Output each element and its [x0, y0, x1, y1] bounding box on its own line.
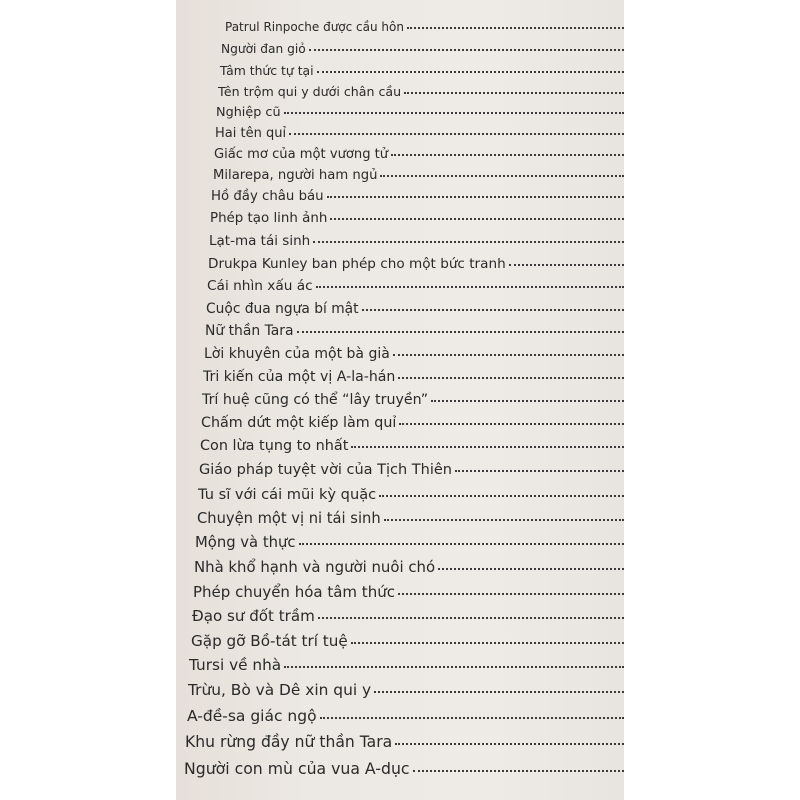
toc-entry-title: Nghiệp cũ: [216, 105, 281, 120]
dot-leader: [351, 446, 624, 448]
dot-leader: [318, 617, 624, 619]
toc-entry-title: Gặp gỡ Bồ-tát trí tuệ: [191, 632, 348, 650]
toc-entry: [204, 346, 624, 362]
toc-entry: [209, 233, 624, 249]
dot-leader: [327, 196, 624, 198]
dot-leader: [284, 112, 624, 114]
toc-entry: [199, 462, 624, 478]
toc-entry: [188, 681, 624, 699]
toc-entry: [208, 256, 624, 272]
toc-entry: [205, 323, 624, 339]
dot-leader: [309, 49, 624, 51]
toc-entry-title: Tâm thức tự tại: [220, 63, 314, 78]
toc-entry: [220, 63, 624, 78]
dot-leader: [297, 331, 624, 333]
toc-entry: [207, 278, 624, 294]
toc-entry: [185, 733, 624, 751]
dot-leader: [404, 92, 624, 94]
toc-entry: [187, 707, 624, 725]
toc-entry: [218, 84, 624, 99]
dot-leader: [391, 154, 624, 156]
toc-entry-title: Lạt-ma tái sinh: [209, 233, 311, 249]
toc-entry-title: Milarepa, người ham ngủ: [213, 168, 378, 183]
table-of-contents: [176, 0, 624, 800]
dot-leader: [407, 27, 624, 29]
toc-entry: [184, 759, 624, 778]
toc-entry-title: Giấc mơ của một vương tử: [214, 147, 389, 162]
dot-leader: [393, 354, 624, 356]
toc-entry-title: Chấm dứt một kiếp làm quỉ: [201, 415, 397, 431]
toc-entry: [225, 20, 624, 34]
dot-leader: [289, 133, 624, 135]
toc-entry: [194, 558, 624, 576]
toc-entry: [203, 369, 624, 385]
toc-entry-title: Cuộc đua ngựa bí mật: [206, 301, 359, 317]
toc-entry-title: Drukpa Kunley ban phép cho một bức tranh: [208, 256, 506, 272]
toc-entry-title: Tu sĩ với cái mũi kỳ quặc: [198, 486, 377, 503]
toc-entry: [198, 486, 624, 503]
dot-leader: [455, 470, 624, 472]
toc-entry-title: Nhà khổ hạnh và người nuôi chó: [194, 558, 436, 576]
toc-entry-title: Khu rừng đầy nữ thần Tara: [185, 733, 393, 751]
toc-entry-title: Hồ đầy châu báu: [211, 189, 324, 204]
toc-entry: [211, 189, 624, 204]
dot-leader: [299, 543, 624, 545]
toc-entry-title: Người đan giỏ: [221, 42, 306, 56]
toc-entry: [210, 211, 624, 226]
dot-leader: [284, 666, 624, 668]
toc-entry-title: Đạo sư đốt trầm: [192, 607, 315, 625]
toc-entry: [221, 42, 624, 56]
dot-leader: [438, 568, 624, 570]
toc-entry: [216, 105, 624, 120]
toc-entry-title: Lời khuyên của một bà già: [204, 346, 390, 362]
toc-entry-title: Trừu, Bò và Dê xin qui y: [188, 681, 372, 699]
dot-leader: [330, 218, 624, 220]
dot-leader: [320, 717, 624, 719]
toc-entry-title: Con lừa tụng to nhất: [200, 438, 349, 454]
toc-entry-title: Phép chuyển hóa tâm thức: [193, 583, 395, 601]
dot-leader: [313, 241, 624, 243]
dot-leader: [351, 642, 624, 644]
toc-entry-title: Người con mù của vua A-dục: [184, 759, 410, 778]
toc-entry-title: Tri kiến của một vị A-la-hán: [203, 369, 396, 385]
toc-entry-title: Tursi về nhà: [189, 656, 282, 674]
toc-entry: [202, 392, 624, 408]
dot-leader: [509, 264, 624, 266]
toc-entry: [213, 168, 624, 183]
toc-entry: [206, 301, 624, 317]
toc-entry: [201, 415, 624, 431]
toc-entry-title: Giáo pháp tuyệt vời của Tịch Thiên: [199, 462, 452, 478]
dot-leader: [374, 691, 624, 693]
dot-leader: [380, 175, 624, 177]
dot-leader: [399, 423, 624, 425]
toc-entry-title: Cái nhìn xấu ác: [207, 278, 313, 294]
dot-leader: [362, 309, 624, 311]
toc-entry: [193, 583, 624, 601]
toc-entry-title: Phép tạo linh ảnh: [210, 211, 328, 226]
toc-entry-title: Tên trộm qui y dưới chân cầu: [218, 84, 402, 99]
toc-entry-title: Hai tên quỉ: [215, 126, 287, 141]
dot-leader: [413, 770, 624, 772]
toc-entry: [191, 632, 624, 650]
dot-leader: [395, 743, 624, 745]
toc-entry-title: Nữ thần Tara: [205, 323, 294, 339]
toc-entry: [189, 656, 624, 674]
dot-leader: [384, 519, 624, 521]
dot-leader: [379, 495, 624, 497]
book-page: [176, 0, 624, 800]
toc-entry-title: A-đề-sa giác ngộ: [187, 707, 317, 725]
toc-entry: [197, 510, 624, 527]
toc-entry: [192, 607, 624, 625]
dot-leader: [431, 400, 624, 402]
dot-leader: [316, 286, 624, 288]
toc-entry-title: Chuyện một vị ni tái sinh: [197, 510, 381, 527]
dot-leader: [398, 377, 624, 379]
dot-leader: [317, 71, 624, 73]
toc-entry: [195, 534, 624, 551]
dot-leader: [398, 593, 624, 595]
toc-entry-title: Patrul Rinpoche được cầu hôn: [225, 20, 404, 34]
toc-entry: [214, 147, 624, 162]
toc-entry-title: Trí huệ cũng có thể “lây truyền”: [202, 392, 429, 408]
toc-entry-title: Mộng và thực: [195, 534, 296, 551]
toc-entry: [215, 126, 624, 141]
toc-entry: [200, 438, 624, 454]
